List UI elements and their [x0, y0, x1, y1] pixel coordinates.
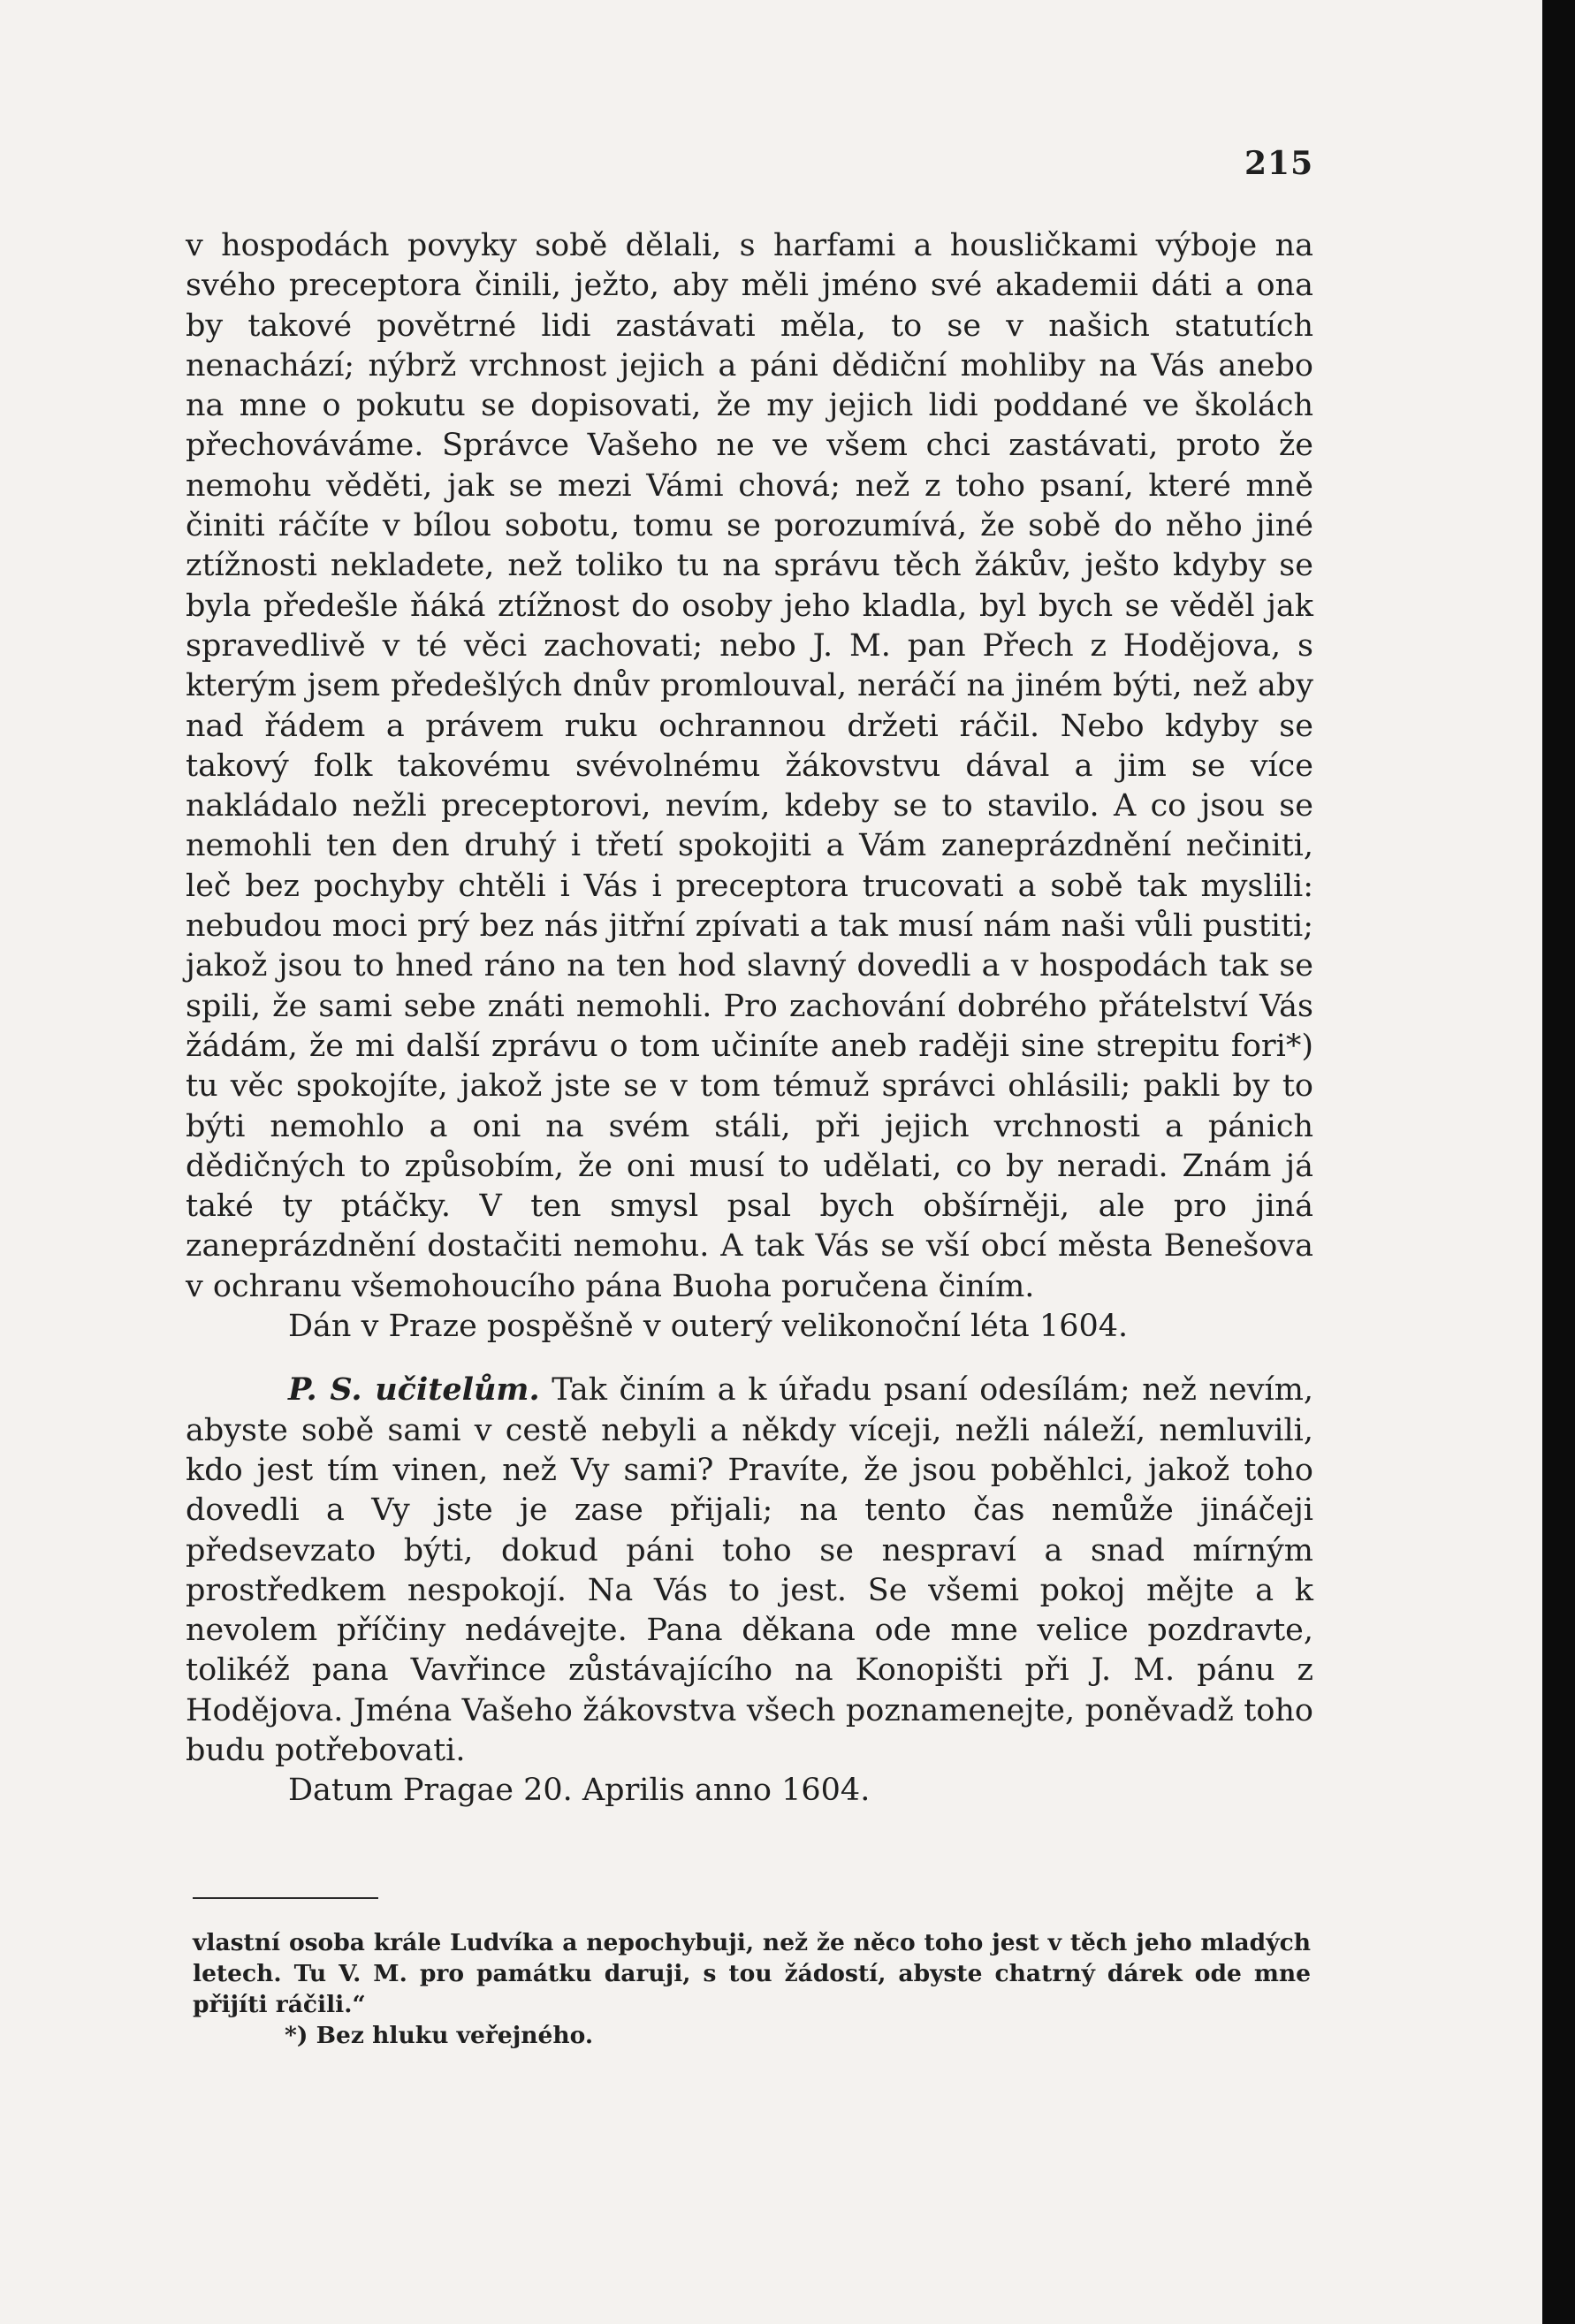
- scan-border: [1542, 0, 1575, 2324]
- footnote-divider: [193, 1897, 378, 1899]
- page-number: 215: [1244, 145, 1314, 182]
- postscript-paragraph: [186, 1370, 1313, 1771]
- dated-line: Dán v Praze pospěšně v outerý velikonoční léta 1604.: [288, 1309, 1129, 1345]
- footnote-star: *) Bez hluku veřejného.: [285, 2022, 594, 2049]
- footnote-continued: vlastní osoba krále Ludvíka a nepochybuji, než že něco toho jest v těch jeho mladých letech. Tu V. M. pro památku daruji, s tou žádostí, abyste chatrný dárek ode mne přijíti ráčili.“: [193, 1929, 1311, 2018]
- footnotes: [193, 1927, 1311, 2051]
- postscript-text: Tak činím a k úřadu psaní odesílám; než nevím, abyste sobě sami v cestě nebyli a někdy víceji, nežli náleží, nemluvili, kdo jest tím vinen, než Vy sami? Pravíte, že jsou poběhlci, jakož toho dovedli a Vy jste je zase přijali; na tento čas nemůže jináčeji předsevzato býti, dokud páni toho se nespraví a snad mírným prostředkem nespokojí. Na Vás to jest. Se všemi pokoj mějte a k nevolem příčiny nedávejte. Pana děkana ode mne velice pozdravte, tolikéž pana Vavřince zůstávajícího na Konopišti při J. M. pánu z Hodějova. Jména Vašeho žákovstva všech poznamenejte, poněvadž toho budu potřebovati.: [186, 1372, 1314, 1768]
- main-text: [186, 226, 1313, 1811]
- letter-body-paragraph: v hospodách povyky sobě dělali, s harfami a housličkami výboje na svého preceptora činili, ježto, aby měli jméno své akademii dáti a ona by takové povětrné lidi zastávati měla, to se v našich statutích nenachází; nýbrž vrchnost jejich a páni dědiční mohliby na Vás anebo na mne o pokutu se dopisovati, že my jejich lidi poddané ve školách přechováváme. Správce Vašeho ne ve všem chci zastávati, proto že nemohu věděti, jak se mezi Vámi chová; než z toho psaní, které mně činiti ráčíte v bílou sobotu, tomu se porozumívá, že sobě do něho jiné ztížnosti nekladete, než toliko tu na správu těch žákův, ješto kdyby se byla předešle ňáká ztížnost do osoby jeho kladla, byl bych se věděl jak spravedlivě v té věci zachovati; nebo J. M. pan Přech z Hodějova, s kterým jsem předešlých dnův promlouval, neráčí na jiném býti, než aby nad řádem a právem ruku ochrannou držeti ráčil. Nebo kdyby se takový folk takovému svévolnému žákovstvu dával a jim se více nakládalo nežli preceptorovi, nevím, kdeby se to stavilo. A co jsou se nemohli ten den druhý i třetí spokojiti a Vám zaneprázdnění nečiniti, leč bez pochyby chtěli i Vás i preceptora trucovati a sobě tak myslili: nebudou moci prý bez nás jitřní zpívati a tak musí nám naši vůli pustiti; jakož jsou to hned ráno na ten hod slavný dovedli a v hospodách tak se spili, že sami sebe znáti nemohli. Pro zachování dobrého přátelství Vás žádám, že mi další zprávu o tom učiníte aneb raději sine strepitu fori*) tu věc spokojíte, jakož jste se v tom témuž správci ohlásili; pakli by to býti nemohlo a oni na svém stáli, při jejich vrchnosti a pánich dědičných to způsobím, že oni musí to udělati, co by neradi. Znám já také ty ptáčky. V ten smysl psal bych obšírněji, ale pro jiná zaneprázdnění dostačiti nemohu. A tak Vás se vší obcí města Benešova v ochranu všemohoucího pána Buoha poručena činím.: [186, 228, 1313, 1304]
- closing-date-line: Datum Pragae 20. Aprilis anno 1604.: [288, 1773, 871, 1809]
- postscript-heading: P. S. učitelům.: [288, 1371, 540, 1409]
